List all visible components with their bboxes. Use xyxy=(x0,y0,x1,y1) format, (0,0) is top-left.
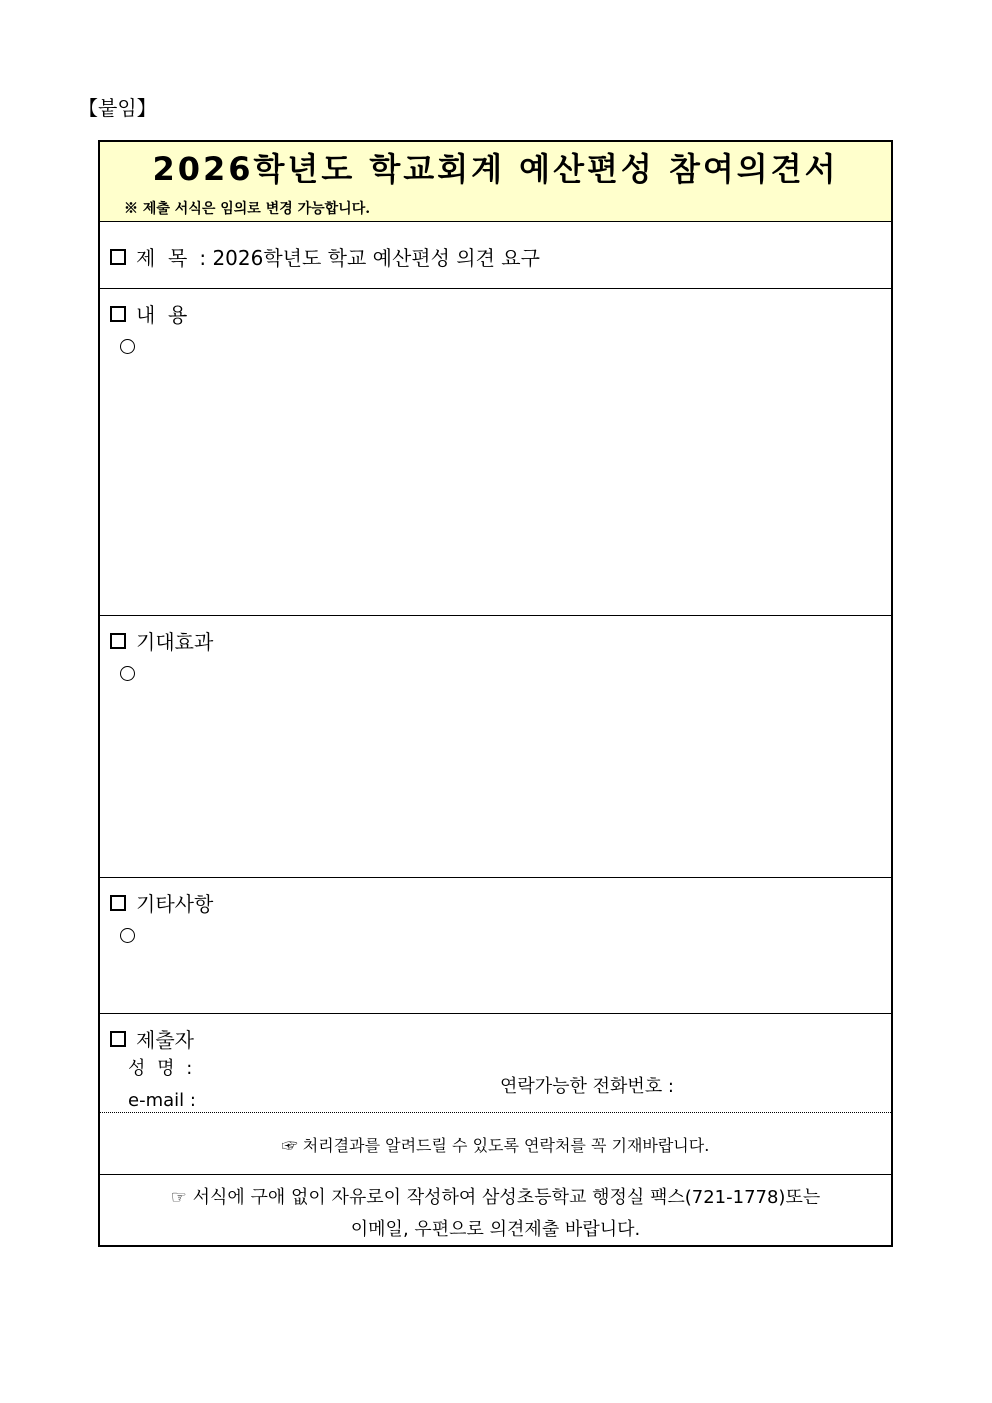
opinion-form xyxy=(98,140,893,1247)
form-title: 2026학년도 학교회계 예산편성 참여의견서 xyxy=(152,150,839,188)
checkbox-icon xyxy=(110,633,126,649)
footer-line-2: 이메일, 우편으로 의견제출 바랍니다. xyxy=(350,1219,641,1240)
form-notice: ※ 제출 서식은 임의로 변경 가능합니다. xyxy=(124,201,371,217)
subject-section xyxy=(100,222,891,289)
circle-bullet-icon xyxy=(120,339,135,354)
content-label: 내 용 xyxy=(136,303,188,327)
circle-bullet-icon xyxy=(120,666,135,681)
circle-bullet-icon xyxy=(120,928,135,943)
email-field-label[interactable]: e-mail : xyxy=(128,1090,196,1111)
phone-field-label[interactable]: 연락가능한 전화번호 : xyxy=(500,1076,674,1097)
submitter-section xyxy=(100,1014,891,1113)
footer-section xyxy=(100,1175,891,1247)
footer-line-1: ☞ 서식에 구애 없이 자유로이 작성하여 삼성초등학교 행정실 팩스(721-1778)또는 xyxy=(170,1187,821,1208)
etc-section[interactable] xyxy=(100,878,891,1014)
content-section[interactable] xyxy=(100,289,891,616)
checkbox-icon xyxy=(110,306,126,322)
attachment-label: 【붙임】 xyxy=(78,96,157,120)
form-header xyxy=(100,142,891,222)
etc-label: 기타사항 xyxy=(136,892,214,916)
checkbox-icon xyxy=(110,249,126,265)
result-notice: ☞ 처리결과를 알려드릴 수 있도록 연락처를 꼭 기재바랍니다. xyxy=(281,1136,710,1155)
checkbox-icon xyxy=(110,1031,126,1047)
name-field-label[interactable]: 성 명 : xyxy=(128,1058,196,1079)
effect-label: 기대효과 xyxy=(136,630,214,654)
subject-label: 제 목 xyxy=(136,246,188,270)
submitter-label: 제출자 xyxy=(136,1028,194,1052)
result-notice-section xyxy=(100,1113,891,1175)
effect-section[interactable] xyxy=(100,616,891,878)
subject-value[interactable]: : 2026학년도 학교 예산편성 의견 요구 xyxy=(199,246,540,270)
checkbox-icon xyxy=(110,895,126,911)
